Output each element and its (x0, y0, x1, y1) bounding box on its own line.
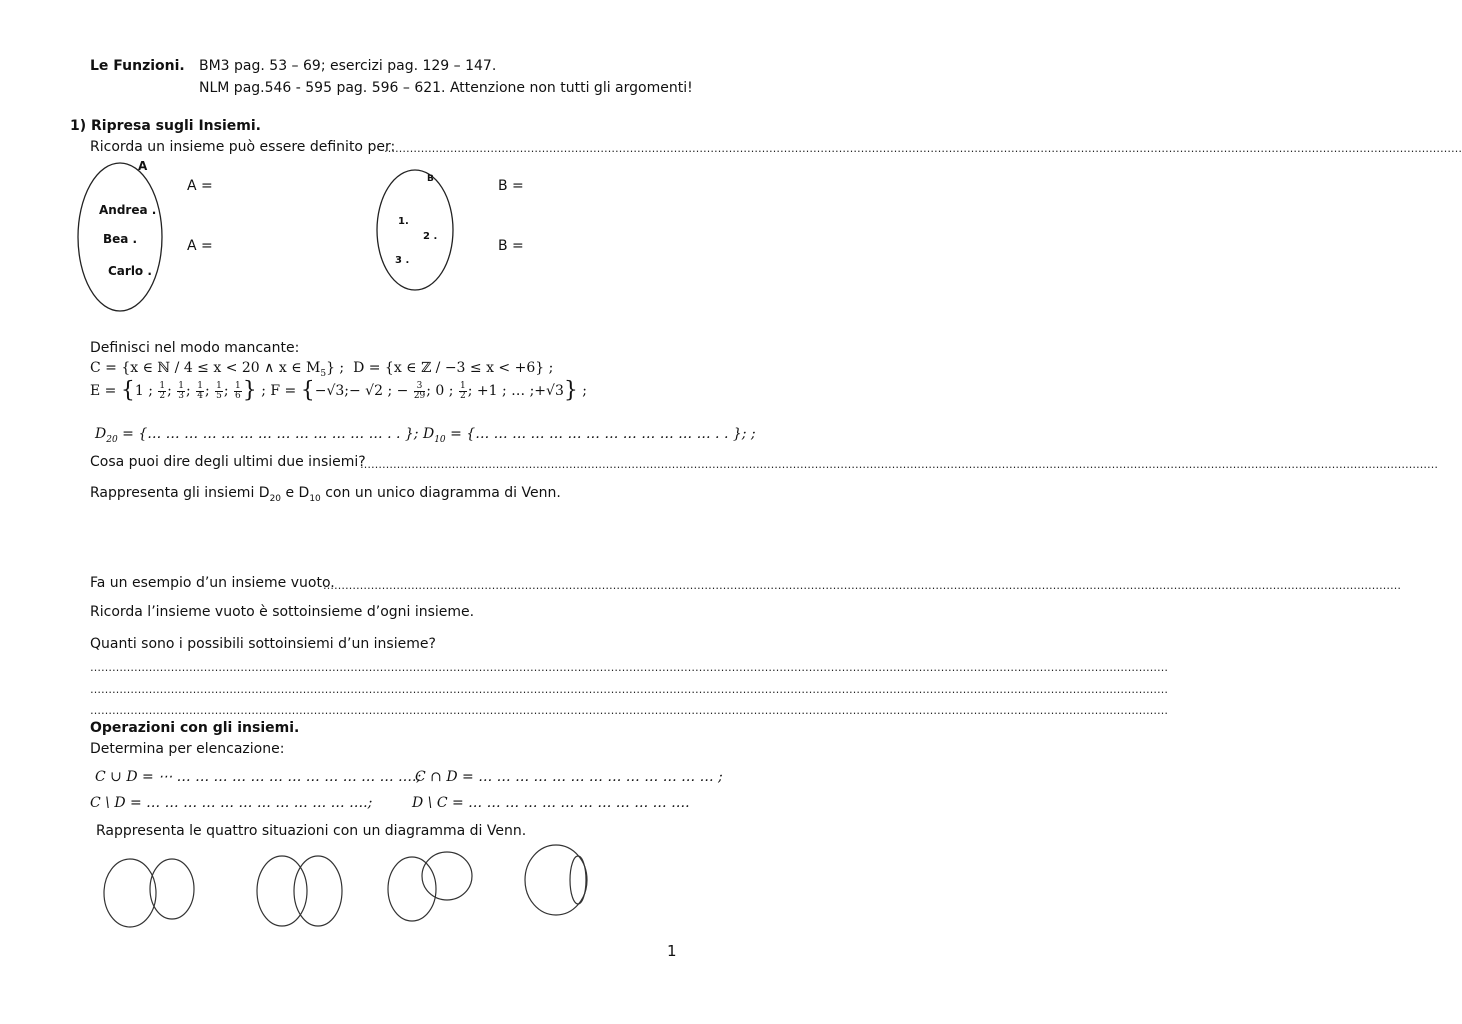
set-b-element-1: 1. (398, 216, 409, 227)
answer-line-2: …………………………………………………………………………………………………………………………………………………………………………………………………………………………………………………………………… (90, 683, 1168, 696)
venn-four-instruction: Rappresenta le quattro situazioni con un diagramma di Venn. (96, 823, 527, 839)
set-b-eq-1: B = (498, 178, 524, 194)
empty-set-example: Fa un esempio d’un insieme vuoto. (90, 575, 335, 591)
section-heading: 1) Ripresa sugli Insiemi. (70, 118, 261, 134)
set-a-eq-2: A = (187, 238, 213, 254)
set-b-eq-2: B = (498, 238, 524, 254)
venn-d-instruction: Rappresenta gli insiemi $D_{20}$ e $D_{10}$ con un unico diagramma di Venn. (90, 485, 561, 504)
page-number: 1 (667, 942, 677, 960)
set-a-eq-1: A = (187, 178, 213, 194)
recall-answer-line: …………………………………………………………………………………………………………………………………………………………………………………………………………………………………………………………………… (384, 142, 1462, 155)
operations-heading: Operazioni con gli insiemi. (90, 720, 300, 736)
answer-line-1: …………………………………………………………………………………………………………………………………………………………………………………………………………………………………………………………………… (90, 661, 1168, 674)
venn-4-right (570, 856, 586, 904)
set-b-ellipse (377, 170, 453, 290)
set-a-label: A (138, 159, 148, 173)
d20-d10-definition: $D_{20}$ = {… … … … … … … … … … … … … . . }; $D_{10}$ = {… … … … … … … … … … … … … . . }; ; (95, 426, 756, 445)
c-minus-d-line: C \ D = … … … … … … … … … … … ….; (90, 795, 373, 811)
set-b-label: B (427, 174, 434, 184)
set-d-definition: D = {x ∈ ℤ / −3 ≤ x < +6} ; (353, 360, 554, 376)
empty-subset-note: Ricorda l’insieme vuoto è sottoinsieme d’ogni insieme. (90, 604, 475, 620)
subsets-question: Quanti sono i possibili sottoinsiemi d’un insieme? (90, 636, 436, 652)
doc-title: Le Funzioni. (90, 58, 185, 74)
union-line: C ∪ D = ⋯ … … … … … … … … … … … … ….; (95, 769, 422, 785)
venn-2-right (294, 856, 342, 926)
empty-set-answer-line: …………………………………………………………………………………………………………………………………………………………………………………………………………………………………………………………………… (323, 579, 1401, 592)
set-f-definition: ; F = {−√3;− √2 ; − $\frac{3}{29}$ ; 0 ; $\frac{1}{2}$ ; +1 ; … ;+√3} ; (261, 378, 588, 403)
define-missing-text: Definisci nel modo mancante: (90, 340, 300, 356)
reference-line-1: BM3 pag. 53 – 69; esercizi pag. 129 – 147. (199, 58, 497, 74)
by-listing-text: Determina per elencazione: (90, 741, 285, 757)
set-c-definition: C = {x ∈ ℕ / 4 ≤ x < 20 ∧ x ∈ $M_5$} ; D = {x ∈ ℤ / −3 ≤ x < +6} ; (90, 360, 554, 379)
set-a-element-2: Bea . (103, 232, 138, 246)
venn-3-right (422, 852, 472, 900)
venn-1-left (104, 859, 156, 927)
last-two-sets-question: Cosa puoi dire degli ultimi due insiemi? (90, 454, 366, 470)
set-e-definition: E = {1 ; $\frac{1}{2}$ ; $\frac{1}{3}$ ; $\frac{1}{4}$ ; $\frac{1}{5}$ ; $\frac{1}{6}$ } ; F = {−√3;− √2 ; − $\frac{3}{29}$ ; 0 ; $\frac{1}{2}$ ; +1 ; … ;+√3} ; (90, 378, 588, 403)
reference-line-2: NLM pag.546 - 595 pag. 596 – 621. Attenzione non tutti gli argomenti! (199, 80, 693, 96)
set-a-element-1: Andrea . (99, 203, 157, 217)
venn-1-right (150, 859, 194, 919)
d-minus-c-line: D \ C = … … … … … … … … … … … …. (412, 795, 690, 811)
answer-line-3: …………………………………………………………………………………………………………………………………………………………………………………………………………………………………………………………………… (90, 704, 1168, 717)
venn-3-left (388, 857, 436, 921)
recall-text: Ricorda un insieme può essere definito per: (90, 139, 396, 155)
set-b-element-3: 3 . (395, 255, 410, 266)
venn-2-left (257, 856, 307, 926)
set-a-element-3: Carlo . (108, 264, 152, 278)
set-b-element-2: 2 . (423, 231, 438, 242)
last-two-answer-line: …………………………………………………………………………………………………………………………………………………………………………………………………………………………………………………………………… (360, 458, 1438, 471)
intersection-line: C ∩ D = … … … … … … … … … … … … … ; (415, 769, 723, 785)
